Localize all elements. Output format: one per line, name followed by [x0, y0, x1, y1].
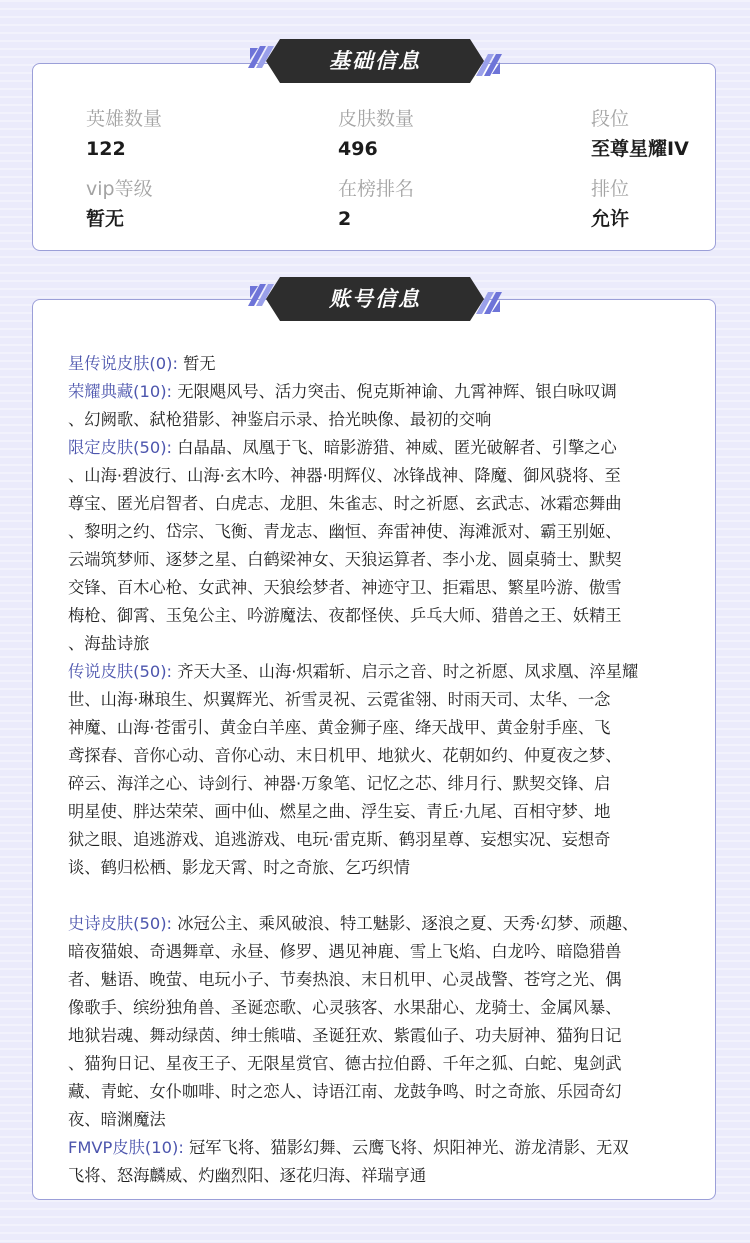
- skin-category-label: 星传说皮肤(0):: [68, 354, 178, 373]
- stat-ranked-allowed: [591, 177, 629, 231]
- stat-leaderboard-rank: [338, 177, 414, 231]
- skin-line: [68, 798, 698, 826]
- stat-label: 皮肤数量: [338, 108, 415, 130]
- skin-names-text: 齐天大圣、山海·炽霜斩、启示之音、时之祈愿、凤求凰、淬星耀: [172, 662, 639, 681]
- skin-names-text: 交锋、百木心枪、女武神、天狼绘梦者、神迹守卫、拒霜思、繁星吟游、傲雪: [68, 578, 622, 597]
- skin-names-text: 神魔、山海·苍雷引、黄金白羊座、黄金狮子座、绛天战甲、黄金射手座、飞: [68, 718, 611, 737]
- skin-line: [68, 1162, 698, 1190]
- skin-names-text: 无限飓风号、活力突击、倪克斯神谕、九霄神辉、银白咏叹调: [172, 382, 617, 401]
- stat-value: 允许: [591, 208, 630, 230]
- stat-value: 2: [338, 208, 352, 230]
- stat-skin-count: [338, 107, 414, 161]
- skin-names-text: 冠军飞将、猫影幻舞、云鹰飞将、炽阳神光、游龙清影、无双: [183, 1138, 629, 1157]
- account-info-banner: [244, 276, 506, 322]
- skin-names-text: 明星使、胖达荣荣、画中仙、燃星之曲、浮生妄、青丘·九尾、百相守梦、地: [68, 802, 611, 821]
- skin-line: [68, 1106, 698, 1134]
- skin-names-text: 尊宝、匿光启智者、白虎志、龙胆、朱雀志、时之祈愿、玄武志、冰霜恋舞曲: [68, 494, 622, 513]
- skin-names-text: 像歌手、缤纷独角兽、圣诞恋歌、心灵骇客、水果甜心、龙骑士、金属风暴、: [68, 998, 622, 1017]
- skin-names-text: 狱之眼、追逃游戏、追逃游戏、电玩·雷克斯、鹤羽星尊、妄想实况、妄想奇: [68, 830, 611, 849]
- skin-line: [68, 994, 698, 1022]
- skin-category-label: 史诗皮肤(50):: [68, 914, 173, 933]
- skin-line: [68, 630, 698, 658]
- skin-line: [68, 826, 698, 854]
- skin-category-label: 传说皮肤(50):: [68, 662, 173, 681]
- skin-names-text: 梅枪、御霄、玉兔公主、吟游魔法、夜都怪侠、乒乓大师、猎兽之王、妖精王: [68, 606, 622, 625]
- stat-label: vip等级: [86, 178, 153, 200]
- stat-value: 122: [86, 138, 126, 160]
- section-spacer: [68, 882, 698, 910]
- stat-value: 暂无: [86, 208, 125, 230]
- skin-names-text: 暂无: [177, 354, 216, 373]
- skin-line: [68, 1050, 698, 1078]
- skin-line: [68, 1078, 698, 1106]
- skin-line: [68, 938, 698, 966]
- skin-names-text: 夜、暗渊魔法: [68, 1110, 166, 1129]
- skin-names-text: 鸢探春、音你心动、音你心动、末日机甲、地狱火、花朝如约、仲夏夜之梦、: [68, 746, 622, 765]
- skin-line: [68, 574, 698, 602]
- stat-label: 在榜排名: [338, 178, 415, 200]
- skin-line: [68, 658, 698, 686]
- skin-names-text: 谈、鹤归松栖、影龙天霄、时之奇旅、乞巧织情: [68, 858, 410, 877]
- skin-line: [68, 490, 698, 518]
- stat-value: 至尊星耀IV: [591, 138, 689, 160]
- skin-names-text: 、幻阙歌、弑枪猎影、神鉴启示录、拾光映像、最初的交响: [68, 410, 492, 429]
- skin-names-text: 碎云、海洋之心、诗剑行、神器·万象笔、记忆之芯、绯月行、默契交锋、启: [68, 774, 611, 793]
- skin-line: [68, 854, 698, 882]
- stat-label: 排位: [591, 178, 630, 200]
- skin-line: [68, 406, 698, 434]
- stat-rank-tier: [591, 107, 689, 161]
- skin-names-text: 飞将、怒海麟威、灼幽烈阳、逐花归海、祥瑞亨通: [68, 1166, 427, 1185]
- skin-names-text: 暗夜猫娘、奇遇舞章、永昼、修罗、遇见神鹿、雪上飞焰、白龙吟、暗隐猎兽: [68, 942, 622, 961]
- skin-names-text: 白晶晶、凤凰于飞、暗影游猎、神威、匿光破解者、引擎之心: [172, 438, 617, 457]
- skin-names-text: 、海盐诗旅: [68, 634, 150, 653]
- skin-category-label: FMVP皮肤(10):: [68, 1138, 184, 1157]
- skin-line: [68, 742, 698, 770]
- skin-line: [68, 350, 698, 378]
- skin-line: [68, 770, 698, 798]
- skin-line: [68, 518, 698, 546]
- skin-line: [68, 1134, 698, 1162]
- skin-names-text: 世、山海·琳琅生、炽翼辉光、祈雪灵祝、云霓雀翎、时雨天司、太华、一念: [68, 690, 611, 709]
- skin-line: [68, 686, 698, 714]
- skin-category-label: 限定皮肤(50):: [68, 438, 173, 457]
- skin-line: [68, 462, 698, 490]
- skin-names-text: 冰冠公主、乘风破浪、特工魅影、逐浪之夏、天秀·幻梦、顽趣、: [172, 914, 639, 933]
- section-title: 账号信息: [329, 287, 421, 311]
- skin-names-text: 地狱岩魂、舞动绿茵、绅士熊喵、圣诞狂欢、紫霞仙子、功夫厨神、猫狗日记: [68, 1026, 622, 1045]
- skin-line: [68, 1022, 698, 1050]
- stat-hero-count: [86, 107, 162, 161]
- skin-line: [68, 910, 698, 938]
- stat-vip-level: [86, 177, 153, 231]
- basic-info-card: [32, 63, 716, 251]
- skin-list: [68, 350, 698, 1190]
- skin-line: [68, 602, 698, 630]
- skin-line: [68, 546, 698, 574]
- skin-names-text: 、黎明之约、岱宗、飞衡、青龙志、幽恒、奔雷神使、海滩派对、霸王别姬、: [68, 522, 622, 541]
- skin-names-text: 云端筑梦师、逐梦之星、白鹤梁神女、天狼运算者、李小龙、圆桌骑士、默契: [68, 550, 622, 569]
- section-title: 基础信息: [329, 49, 421, 73]
- basic-info-banner: [244, 38, 506, 84]
- skin-names-text: 、猫狗日记、星夜王子、无限星赏官、德古拉伯爵、千年之狐、白蛇、鬼剑武: [68, 1054, 622, 1073]
- stat-label: 段位: [591, 108, 630, 130]
- stat-label: 英雄数量: [86, 108, 163, 130]
- skin-line: [68, 966, 698, 994]
- skin-category-label: 荣耀典藏(10):: [68, 382, 173, 401]
- skin-line: [68, 434, 698, 462]
- skin-names-text: 、山海·碧波行、山海·玄木吟、神器·明辉仪、冰锋战神、降魔、御风骁将、至: [68, 466, 621, 485]
- skin-line: [68, 714, 698, 742]
- stat-value: 496: [338, 138, 378, 160]
- skin-line: [68, 378, 698, 406]
- skin-names-text: 者、魅语、晚萤、电玩小子、节奏热浪、末日机甲、心灵战警、苍穹之光、偶: [68, 970, 622, 989]
- skin-names-text: 藏、青蛇、女仆咖啡、时之恋人、诗语江南、龙鼓争鸣、时之奇旅、乐园奇幻: [68, 1082, 622, 1101]
